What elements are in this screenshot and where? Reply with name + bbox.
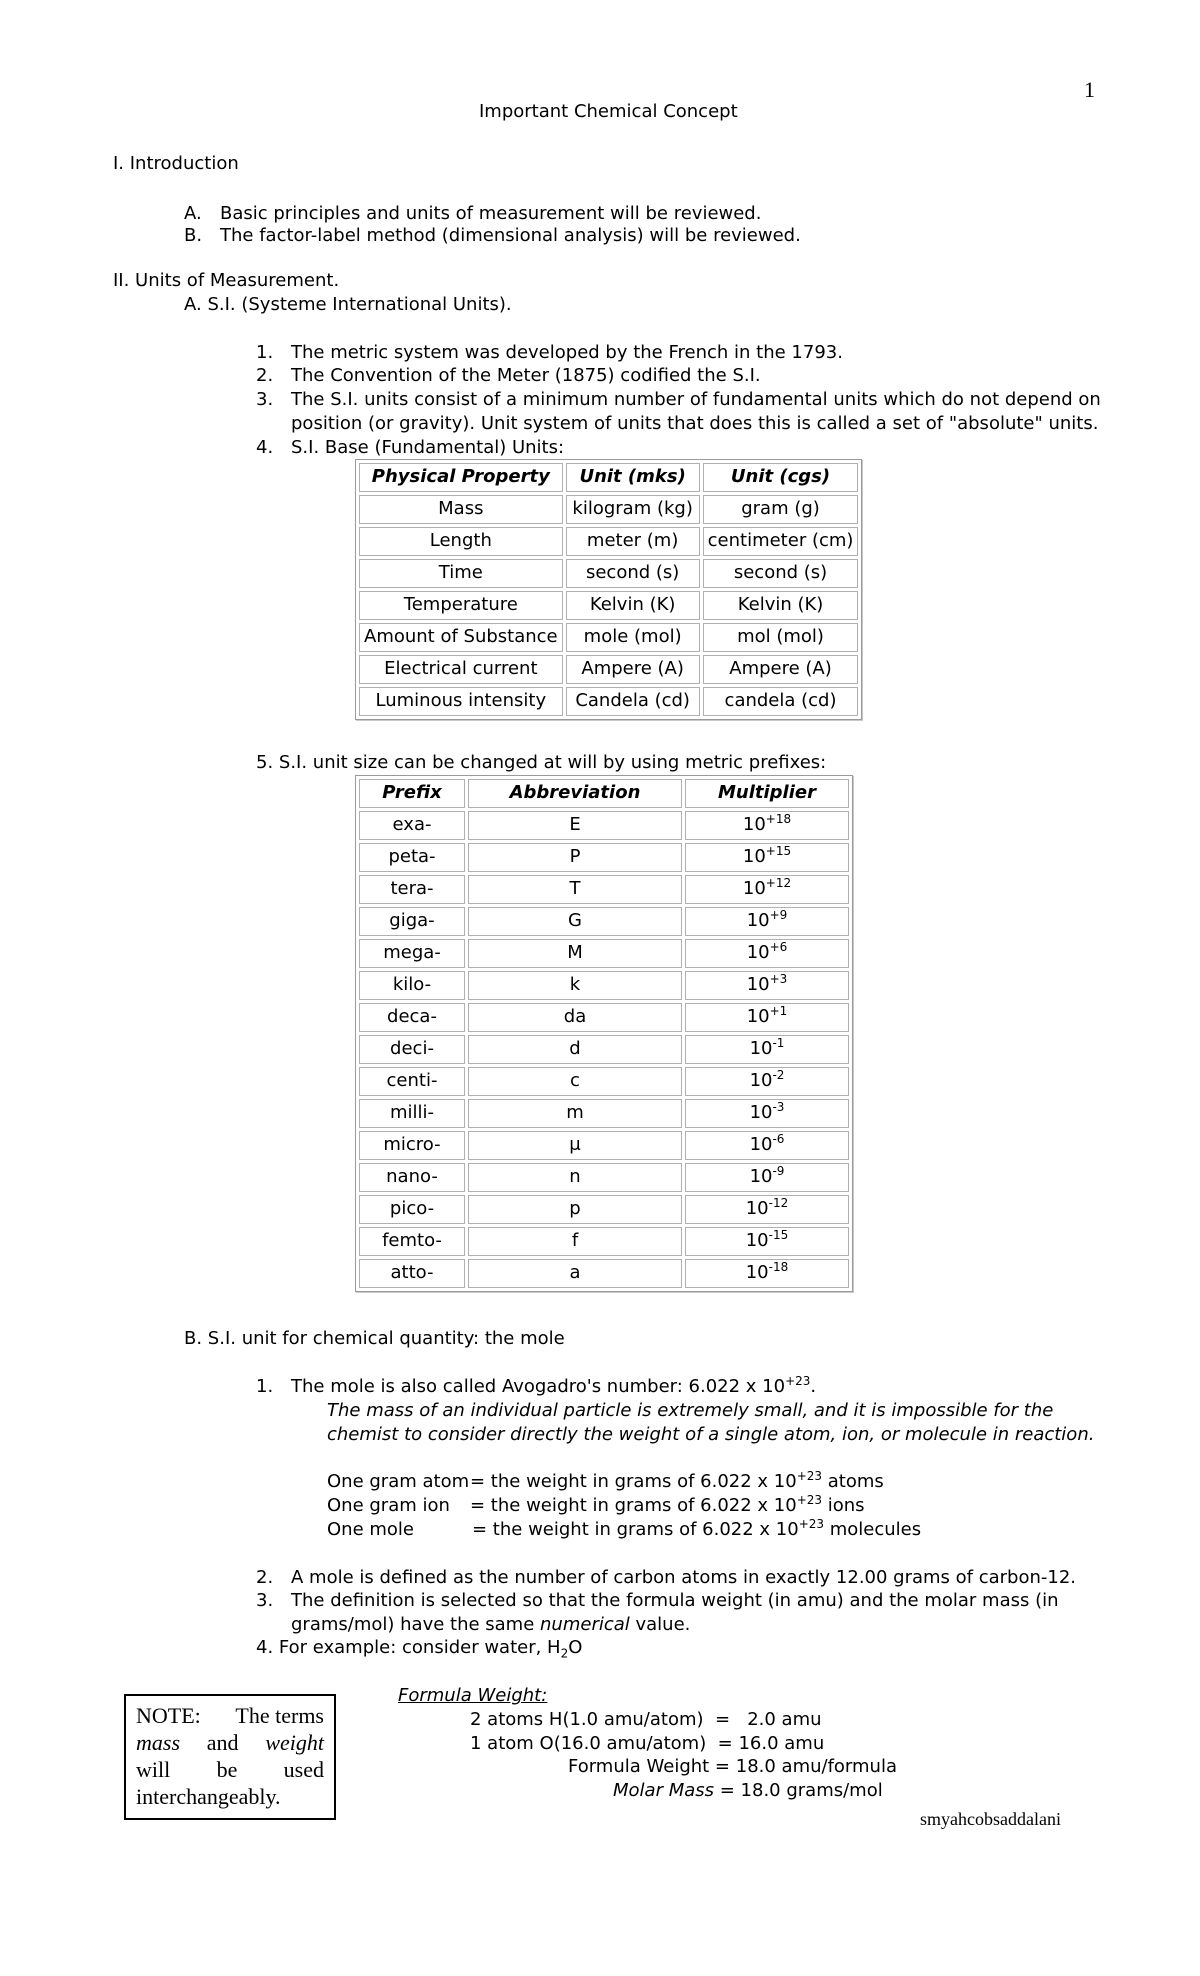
table-row [359, 655, 858, 684]
def-term: One gram ion [327, 1495, 450, 1516]
table-cell: Mass [359, 495, 563, 524]
table-row [359, 907, 849, 936]
si-heading: A. S.I. (Systeme International Units). [184, 294, 512, 315]
prefix-cell: deca- [359, 1003, 465, 1032]
multiplier-cell: $10^{+6}$ [685, 939, 849, 968]
multiplier-cell: $10^{-18}$ [685, 1259, 849, 1288]
table-cell: kilogram (kg) [566, 495, 700, 524]
table-row [359, 843, 849, 872]
intro-item-a-marker: A. [184, 203, 202, 224]
table-cell: Luminous intensity [359, 687, 563, 716]
def-term: One mole [327, 1519, 414, 1540]
table-cell: Candela (cd) [566, 687, 700, 716]
prefix-cell: giga- [359, 907, 465, 936]
abbreviation-cell: k [468, 971, 682, 1000]
formula-line-1: 2 atoms H(1.0 amu/atom) = 2.0 amu [470, 1709, 822, 1730]
table-cell: Electrical current [359, 655, 563, 684]
intro-item-b-marker: B. [184, 225, 203, 246]
abbreviation-cell: da [468, 1003, 682, 1032]
table-cell: Kelvin (K) [566, 591, 700, 620]
column-header: Multiplier [685, 779, 849, 808]
table-cell: Ampere (A) [703, 655, 859, 684]
table-row [359, 1067, 849, 1096]
def-term: One gram atom [327, 1471, 470, 1492]
table-row [359, 559, 858, 588]
multiplier-cell: $10^{-3}$ [685, 1099, 849, 1128]
units-item-3-marker: 3. [256, 389, 274, 410]
abbreviation-cell: p [468, 1195, 682, 1224]
mole-item-3-marker: 3. [256, 1590, 274, 1611]
multiplier-cell: $10^{+18}$ [685, 811, 849, 840]
molar-mass-line: Molar Mass = 18.0 grams/mol [613, 1780, 883, 1801]
units-item-3: The S.I. units consist of a minimum number of fundamental units which do not depend on [291, 389, 1101, 410]
multiplier-cell: $10^{+3}$ [685, 971, 849, 1000]
prefix-cell: kilo- [359, 971, 465, 1000]
def-text: = the weight in grams of 6.022 x $10^{+23}$ atoms [470, 1469, 884, 1492]
table-row [359, 1259, 849, 1288]
formula-line-2: 1 atom O(16.0 amu/atom) = 16.0 amu [470, 1733, 825, 1754]
prefix-cell: exa- [359, 811, 465, 840]
table-row [359, 971, 849, 1000]
prefix-table [355, 775, 853, 1292]
table-row [359, 939, 849, 968]
intro-item-a: Basic principles and units of measurement will be reviewed. [220, 203, 762, 224]
abbreviation-cell: a [468, 1259, 682, 1288]
mole-heading: B. S.I. unit for chemical quantity: the mole [184, 1328, 565, 1349]
page-number: 1 [1084, 77, 1095, 102]
mole-item-2-marker: 2. [256, 1567, 274, 1588]
table-row [359, 495, 858, 524]
mole-item-1: The mole is also called Avogadro's number: 6.022 x $10^{+23}$. [291, 1374, 817, 1397]
def-text: = the weight in grams of 6.022 x $10^{+23}$ molecules [472, 1517, 922, 1540]
prefix-cell: atto- [359, 1259, 465, 1288]
multiplier-cell: $10^{-6}$ [685, 1131, 849, 1160]
table-cell: Amount of Substance [359, 623, 563, 652]
table-cell: Time [359, 559, 563, 588]
prefix-cell: tera- [359, 875, 465, 904]
multiplier-cell: $10^{+1}$ [685, 1003, 849, 1032]
multiplier-cell: $10^{-2}$ [685, 1067, 849, 1096]
table-cell: Ampere (A) [566, 655, 700, 684]
note-box: NOTE: The terms mass and weight will be used interchangeably. [124, 1694, 336, 1820]
units-item-2: The Convention of the Meter (1875) codified the S.I. [291, 365, 761, 386]
abbreviation-cell: T [468, 875, 682, 904]
units-heading: II. Units of Measurement. [113, 270, 340, 291]
formula-heading: Formula Weight: [398, 1685, 548, 1706]
multiplier-cell: $10^{-15}$ [685, 1227, 849, 1256]
prefix-cell: peta- [359, 843, 465, 872]
table-header-row [359, 779, 849, 808]
table-header-row [359, 463, 858, 492]
units-item-1: The metric system was developed by the French in the 1793. [291, 342, 843, 363]
mole-italic-line-2: chemist to consider directly the weight of a single atom, ion, or molecule in reaction. [327, 1424, 1095, 1445]
intro-item-b: The factor-label method (dimensional analysis) will be reviewed. [220, 225, 801, 246]
abbreviation-cell: G [468, 907, 682, 936]
prefix-cell: nano- [359, 1163, 465, 1192]
column-header: Abbreviation [468, 779, 682, 808]
mole-item-2: A mole is defined as the number of carbon atoms in exactly 12.00 grams of carbon-12. [291, 1567, 1077, 1588]
table-row [359, 1131, 849, 1160]
table-cell: candela (cd) [703, 687, 859, 716]
mole-italic-line-1: The mass of an individual particle is extremely small, and it is impossible for the [327, 1400, 1054, 1421]
abbreviation-cell: M [468, 939, 682, 968]
units-item-2-marker: 2. [256, 365, 274, 386]
table-row [359, 527, 858, 556]
table-row [359, 591, 858, 620]
abbreviation-cell: d [468, 1035, 682, 1064]
multiplier-cell: $10^{+12}$ [685, 875, 849, 904]
table-cell: Temperature [359, 591, 563, 620]
table-cell: mol (mol) [703, 623, 859, 652]
prefix-cell: micro- [359, 1131, 465, 1160]
column-header: Unit (cgs) [703, 463, 859, 492]
table-cell: gram (g) [703, 495, 859, 524]
multiplier-cell: $10^{-1}$ [685, 1035, 849, 1064]
units-item-3-cont: position (or gravity). Unit system of units that does this is called a set of "absolute" units. [291, 413, 1099, 434]
prefix-cell: milli- [359, 1099, 465, 1128]
page-title: Important Chemical Concept [479, 101, 738, 122]
table-row [359, 1227, 849, 1256]
abbreviation-cell: m [468, 1099, 682, 1128]
abbreviation-cell: P [468, 843, 682, 872]
prefix-cell: deci- [359, 1035, 465, 1064]
table-cell: second (s) [703, 559, 859, 588]
abbreviation-cell: E [468, 811, 682, 840]
table-cell: Kelvin (K) [703, 591, 859, 620]
prefix-cell: femto- [359, 1227, 465, 1256]
table-row [359, 1035, 849, 1064]
abbreviation-cell: μ [468, 1131, 682, 1160]
table-row [359, 875, 849, 904]
abbreviation-cell: f [468, 1227, 682, 1256]
prefix-cell: mega- [359, 939, 465, 968]
units-item-4-marker: 4. [256, 437, 274, 458]
mole-item-4: 4. For example: consider water, $H_2O$ [256, 1637, 583, 1661]
abbreviation-cell: c [468, 1067, 682, 1096]
table-row [359, 811, 849, 840]
multiplier-cell: $10^{+9}$ [685, 907, 849, 936]
mole-item-1-marker: 1. [256, 1376, 274, 1397]
prefix-cell: centi- [359, 1067, 465, 1096]
table-row [359, 623, 858, 652]
formula-weight-line: Formula Weight = 18.0 amu/formula [568, 1756, 897, 1777]
table-cell: second (s) [566, 559, 700, 588]
table-row [359, 687, 858, 716]
footer-signature: smyahcobsaddalani [920, 1809, 1061, 1829]
units-item-1-marker: 1. [256, 342, 274, 363]
table-cell: Length [359, 527, 563, 556]
table-cell: mole (mol) [566, 623, 700, 652]
prefix-cell: pico- [359, 1195, 465, 1224]
table-cell: meter (m) [566, 527, 700, 556]
mole-item-3-cont: grams/mol) have the same numerical value. [291, 1614, 691, 1635]
multiplier-cell: $10^{+15}$ [685, 843, 849, 872]
mole-item-3: The definition is selected so that the formula weight (in amu) and the molar mass (in [291, 1590, 1059, 1611]
table-row [359, 1099, 849, 1128]
column-header: Prefix [359, 779, 465, 808]
abbreviation-cell: n [468, 1163, 682, 1192]
table-cell: centimeter (cm) [703, 527, 859, 556]
intro-heading: I. Introduction [113, 153, 239, 174]
table-row [359, 1195, 849, 1224]
units-item-4: S.I. Base (Fundamental) Units: [291, 437, 565, 458]
multiplier-cell: $10^{-9}$ [685, 1163, 849, 1192]
prefix-intro: 5. S.I. unit size can be changed at will by using metric prefixes: [256, 752, 827, 773]
base-units-table [355, 459, 862, 720]
column-header: Physical Property [359, 463, 563, 492]
def-text: = the weight in grams of 6.022 x $10^{+23}$ ions [470, 1493, 865, 1516]
table-row [359, 1003, 849, 1032]
column-header: Unit (mks) [566, 463, 700, 492]
multiplier-cell: $10^{-12}$ [685, 1195, 849, 1224]
table-row [359, 1163, 849, 1192]
